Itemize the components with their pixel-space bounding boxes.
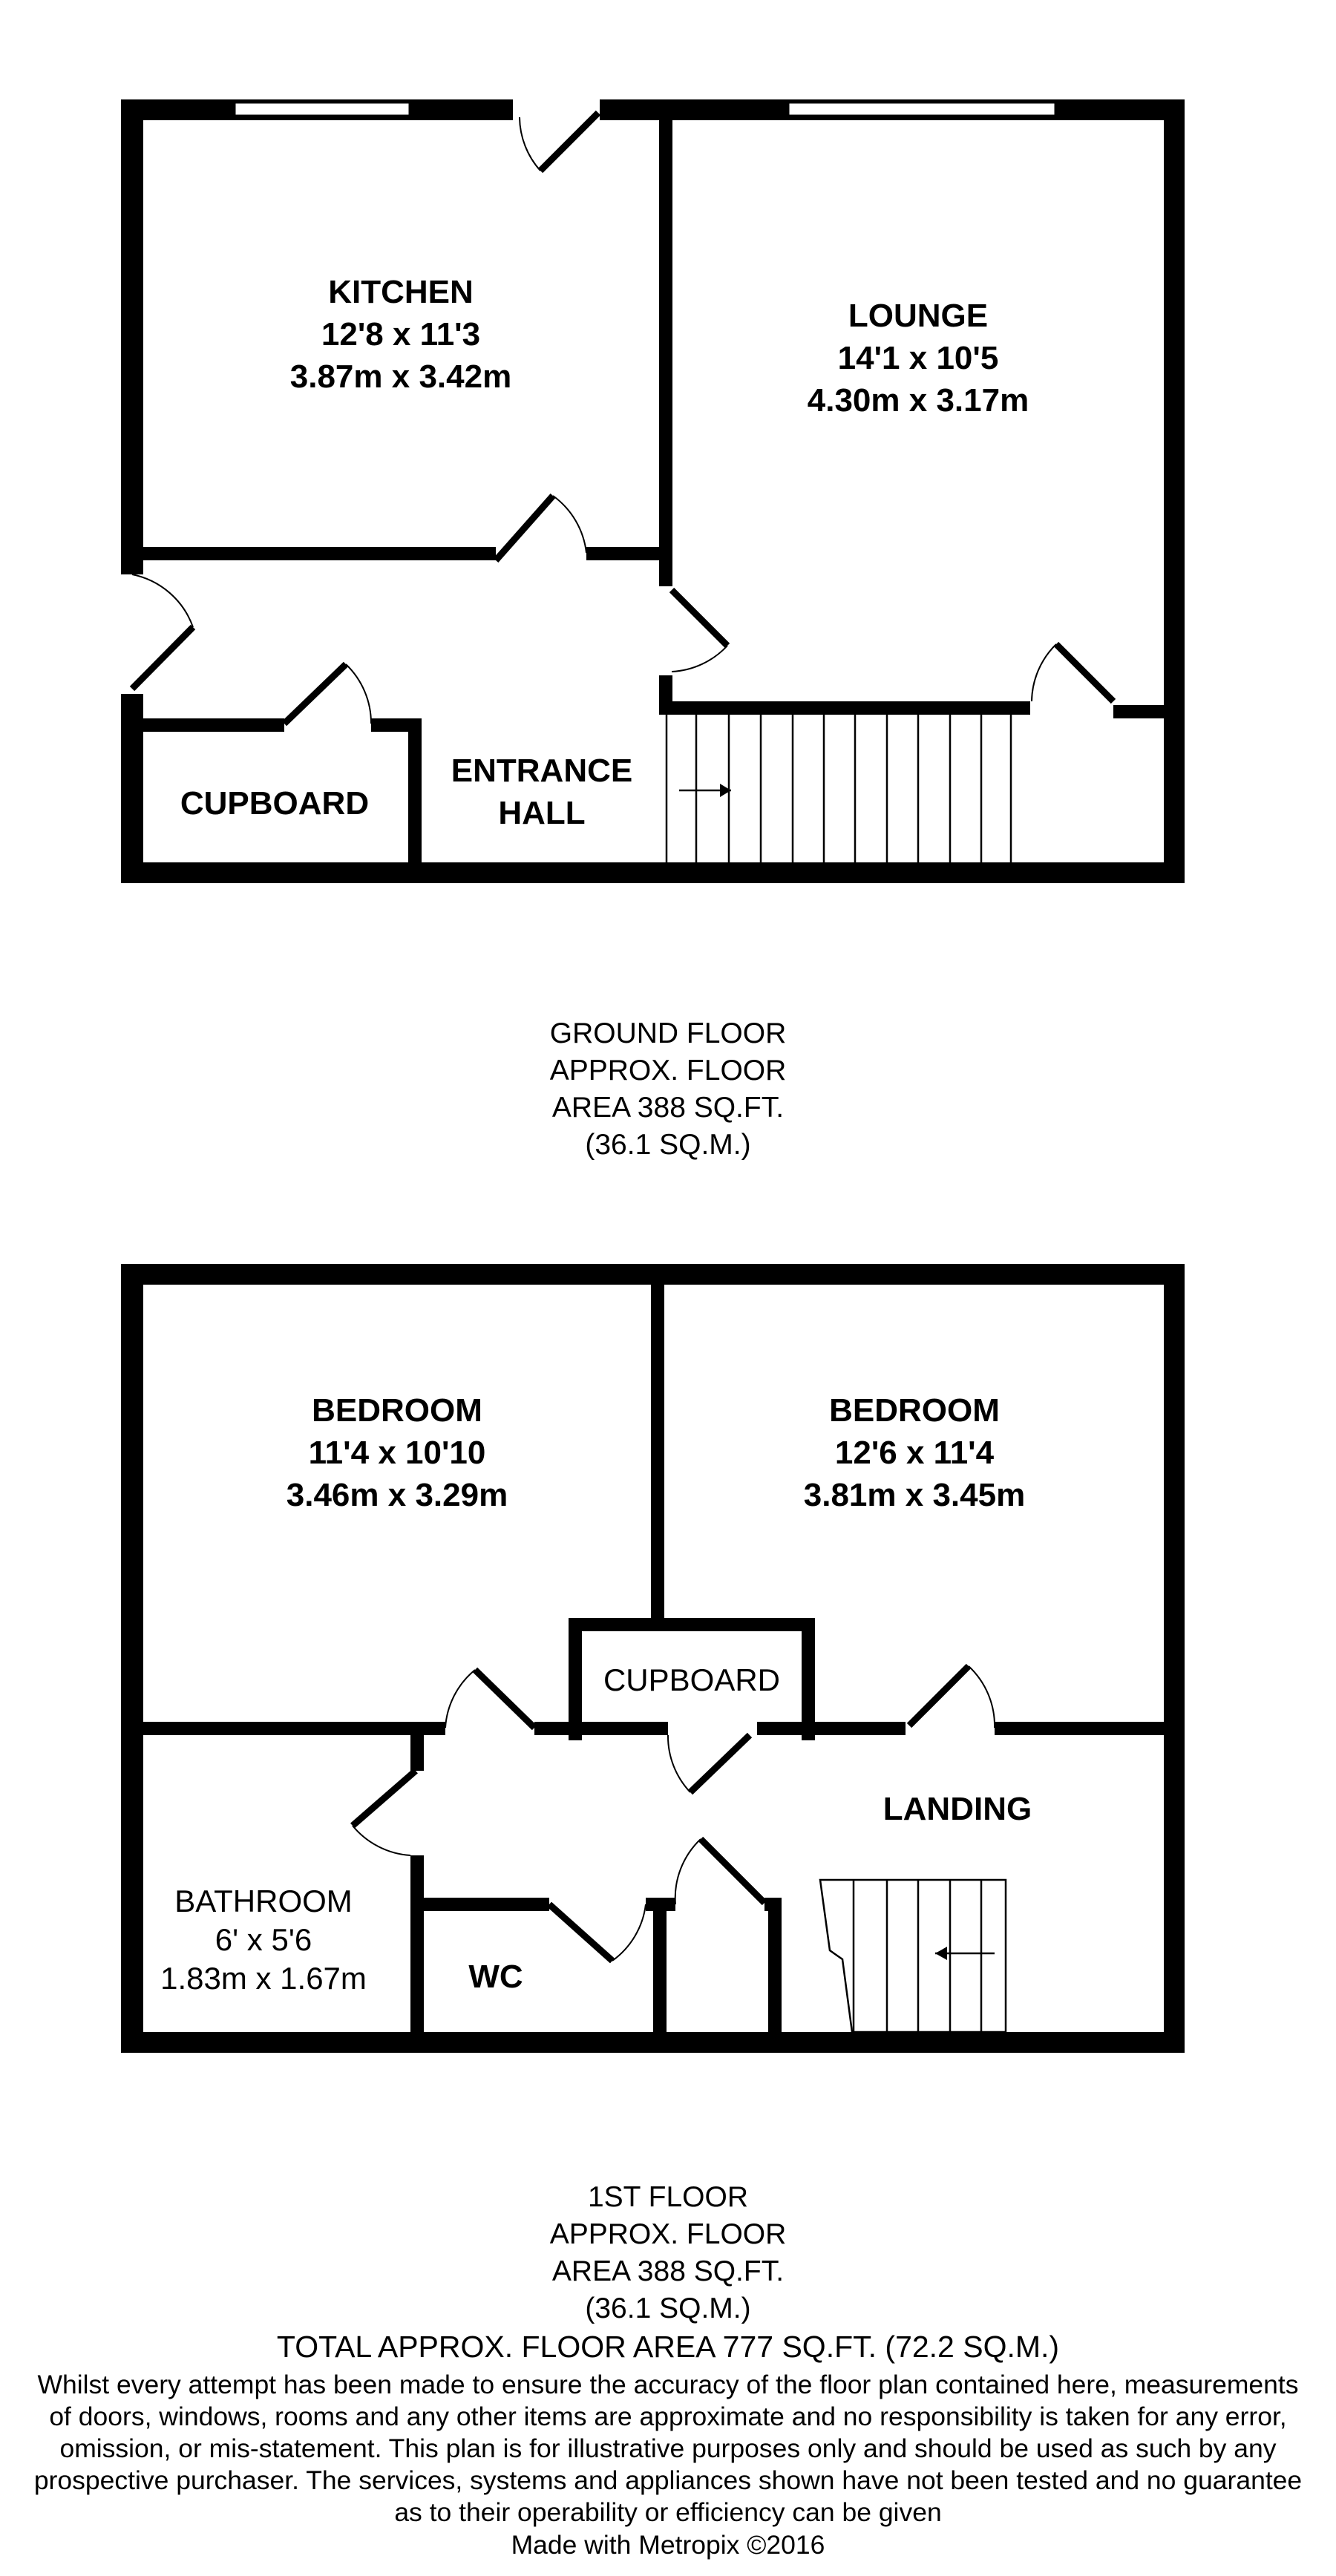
wall <box>121 99 143 574</box>
wall <box>659 675 672 712</box>
window <box>235 102 410 116</box>
wall <box>586 547 667 560</box>
bathroom-label: BATHROOM <box>174 1884 353 1918</box>
bathroom-dimensions-imperial: 6' x 5'6 <box>215 1922 312 1957</box>
wall <box>534 1722 668 1735</box>
wall <box>143 1722 445 1735</box>
wall <box>121 1264 143 2051</box>
wc-label: WC <box>468 1959 523 1995</box>
disclaimer-line: as to their operability or efficiency can be given <box>394 2497 942 2527</box>
entrance-hall-label-line2: HALL <box>498 795 586 831</box>
caption-line: APPROX. FLOOR <box>549 1055 787 1087</box>
ground-floor-caption <box>0 1015 1336 1164</box>
wall <box>121 2032 1185 2053</box>
disclaimer <box>0 2369 1336 2529</box>
wall <box>1164 99 1185 715</box>
bedroom-right-dimensions-imperial: 12'6 x 11'4 <box>834 1435 995 1471</box>
cupboard-label: CUPBOARD <box>180 785 370 822</box>
wall <box>423 1898 549 1911</box>
first-floor-plan <box>121 1264 1185 2053</box>
wall <box>768 1898 782 2039</box>
caption-line: AREA 388 SQ.FT. <box>551 1092 785 1124</box>
window <box>788 102 1055 116</box>
staircase <box>667 715 1011 862</box>
kitchen-dimensions-metric: 3.87m x 3.42m <box>289 358 512 395</box>
kitchen-dimensions-imperial: 12'8 x 11'3 <box>321 316 481 353</box>
total-floor-area: TOTAL APPROX. FLOOR AREA 777 SQ.FT. (72.2 SQ.M.) <box>276 2330 1060 2364</box>
lounge-dimensions-metric: 4.30m x 3.17m <box>807 382 1029 419</box>
wall <box>121 694 143 883</box>
lounge-label: LOUNGE <box>848 298 989 334</box>
wall <box>410 1734 424 1771</box>
bedroom-right-label: BEDROOM <box>829 1392 1000 1429</box>
wall <box>408 718 422 871</box>
bedroom-left-dimensions-metric: 3.46m x 3.29m <box>286 1477 508 1513</box>
wall <box>569 1618 815 1631</box>
ground-floor-plan <box>121 99 1185 883</box>
wall <box>143 547 496 560</box>
wall <box>1164 1264 1185 2051</box>
wall <box>143 718 284 732</box>
wall <box>1113 705 1173 718</box>
lounge-dimensions-imperial: 14'1 x 10'5 <box>837 340 999 376</box>
wall <box>659 119 672 586</box>
caption-line: AREA 388 SQ.FT. <box>551 2255 785 2287</box>
wall <box>995 1722 1173 1735</box>
wall <box>410 1855 424 2041</box>
first-floor-caption <box>0 2179 1336 2327</box>
wall <box>757 1722 906 1735</box>
caption-line: GROUND FLOOR <box>549 1017 787 1049</box>
cupboard-label: CUPBOARD <box>603 1662 781 1697</box>
bedroom-left-label: BEDROOM <box>312 1392 482 1429</box>
disclaimer-line: prospective purchaser. The services, systems and appliances shown have not been tested and no guarantee <box>33 2465 1303 2495</box>
wall <box>1164 705 1185 883</box>
wall <box>659 701 1030 715</box>
bedroom-right-dimensions-metric: 3.81m x 3.45m <box>803 1477 1026 1513</box>
disclaimer-line: of doors, windows, rooms and any other items are approximate and no responsibility is taken for any error, <box>49 2402 1287 2431</box>
bedroom-left-dimensions-imperial: 11'4 x 10'10 <box>308 1435 486 1471</box>
wall <box>651 1285 664 1619</box>
caption-line: (36.1 SQ.M.) <box>585 2292 751 2324</box>
disclaimer-line: Whilst every attempt has been made to ensure the accuracy of the floor plan contained here, measurements <box>37 2370 1299 2399</box>
caption-line: (36.1 SQ.M.) <box>585 1129 751 1161</box>
caption-line: 1ST FLOOR <box>587 2181 748 2213</box>
wall <box>653 1898 667 2039</box>
kitchen-label: KITCHEN <box>328 274 474 310</box>
bathroom-dimensions-metric: 1.83m x 1.67m <box>160 1961 367 1996</box>
credit: Made with Metropix ©2016 <box>511 2530 825 2560</box>
disclaimer-line: omission, or mis-statement. This plan is for illustrative purposes only and should be used as such by any <box>59 2434 1277 2463</box>
wall <box>121 862 1185 883</box>
wall <box>121 1264 1185 1285</box>
entrance-hall-label-line1: ENTRANCE <box>451 753 633 789</box>
caption-line: APPROX. FLOOR <box>549 2218 787 2250</box>
landing-label: LANDING <box>883 1791 1032 1827</box>
staircase <box>820 1880 1006 2032</box>
